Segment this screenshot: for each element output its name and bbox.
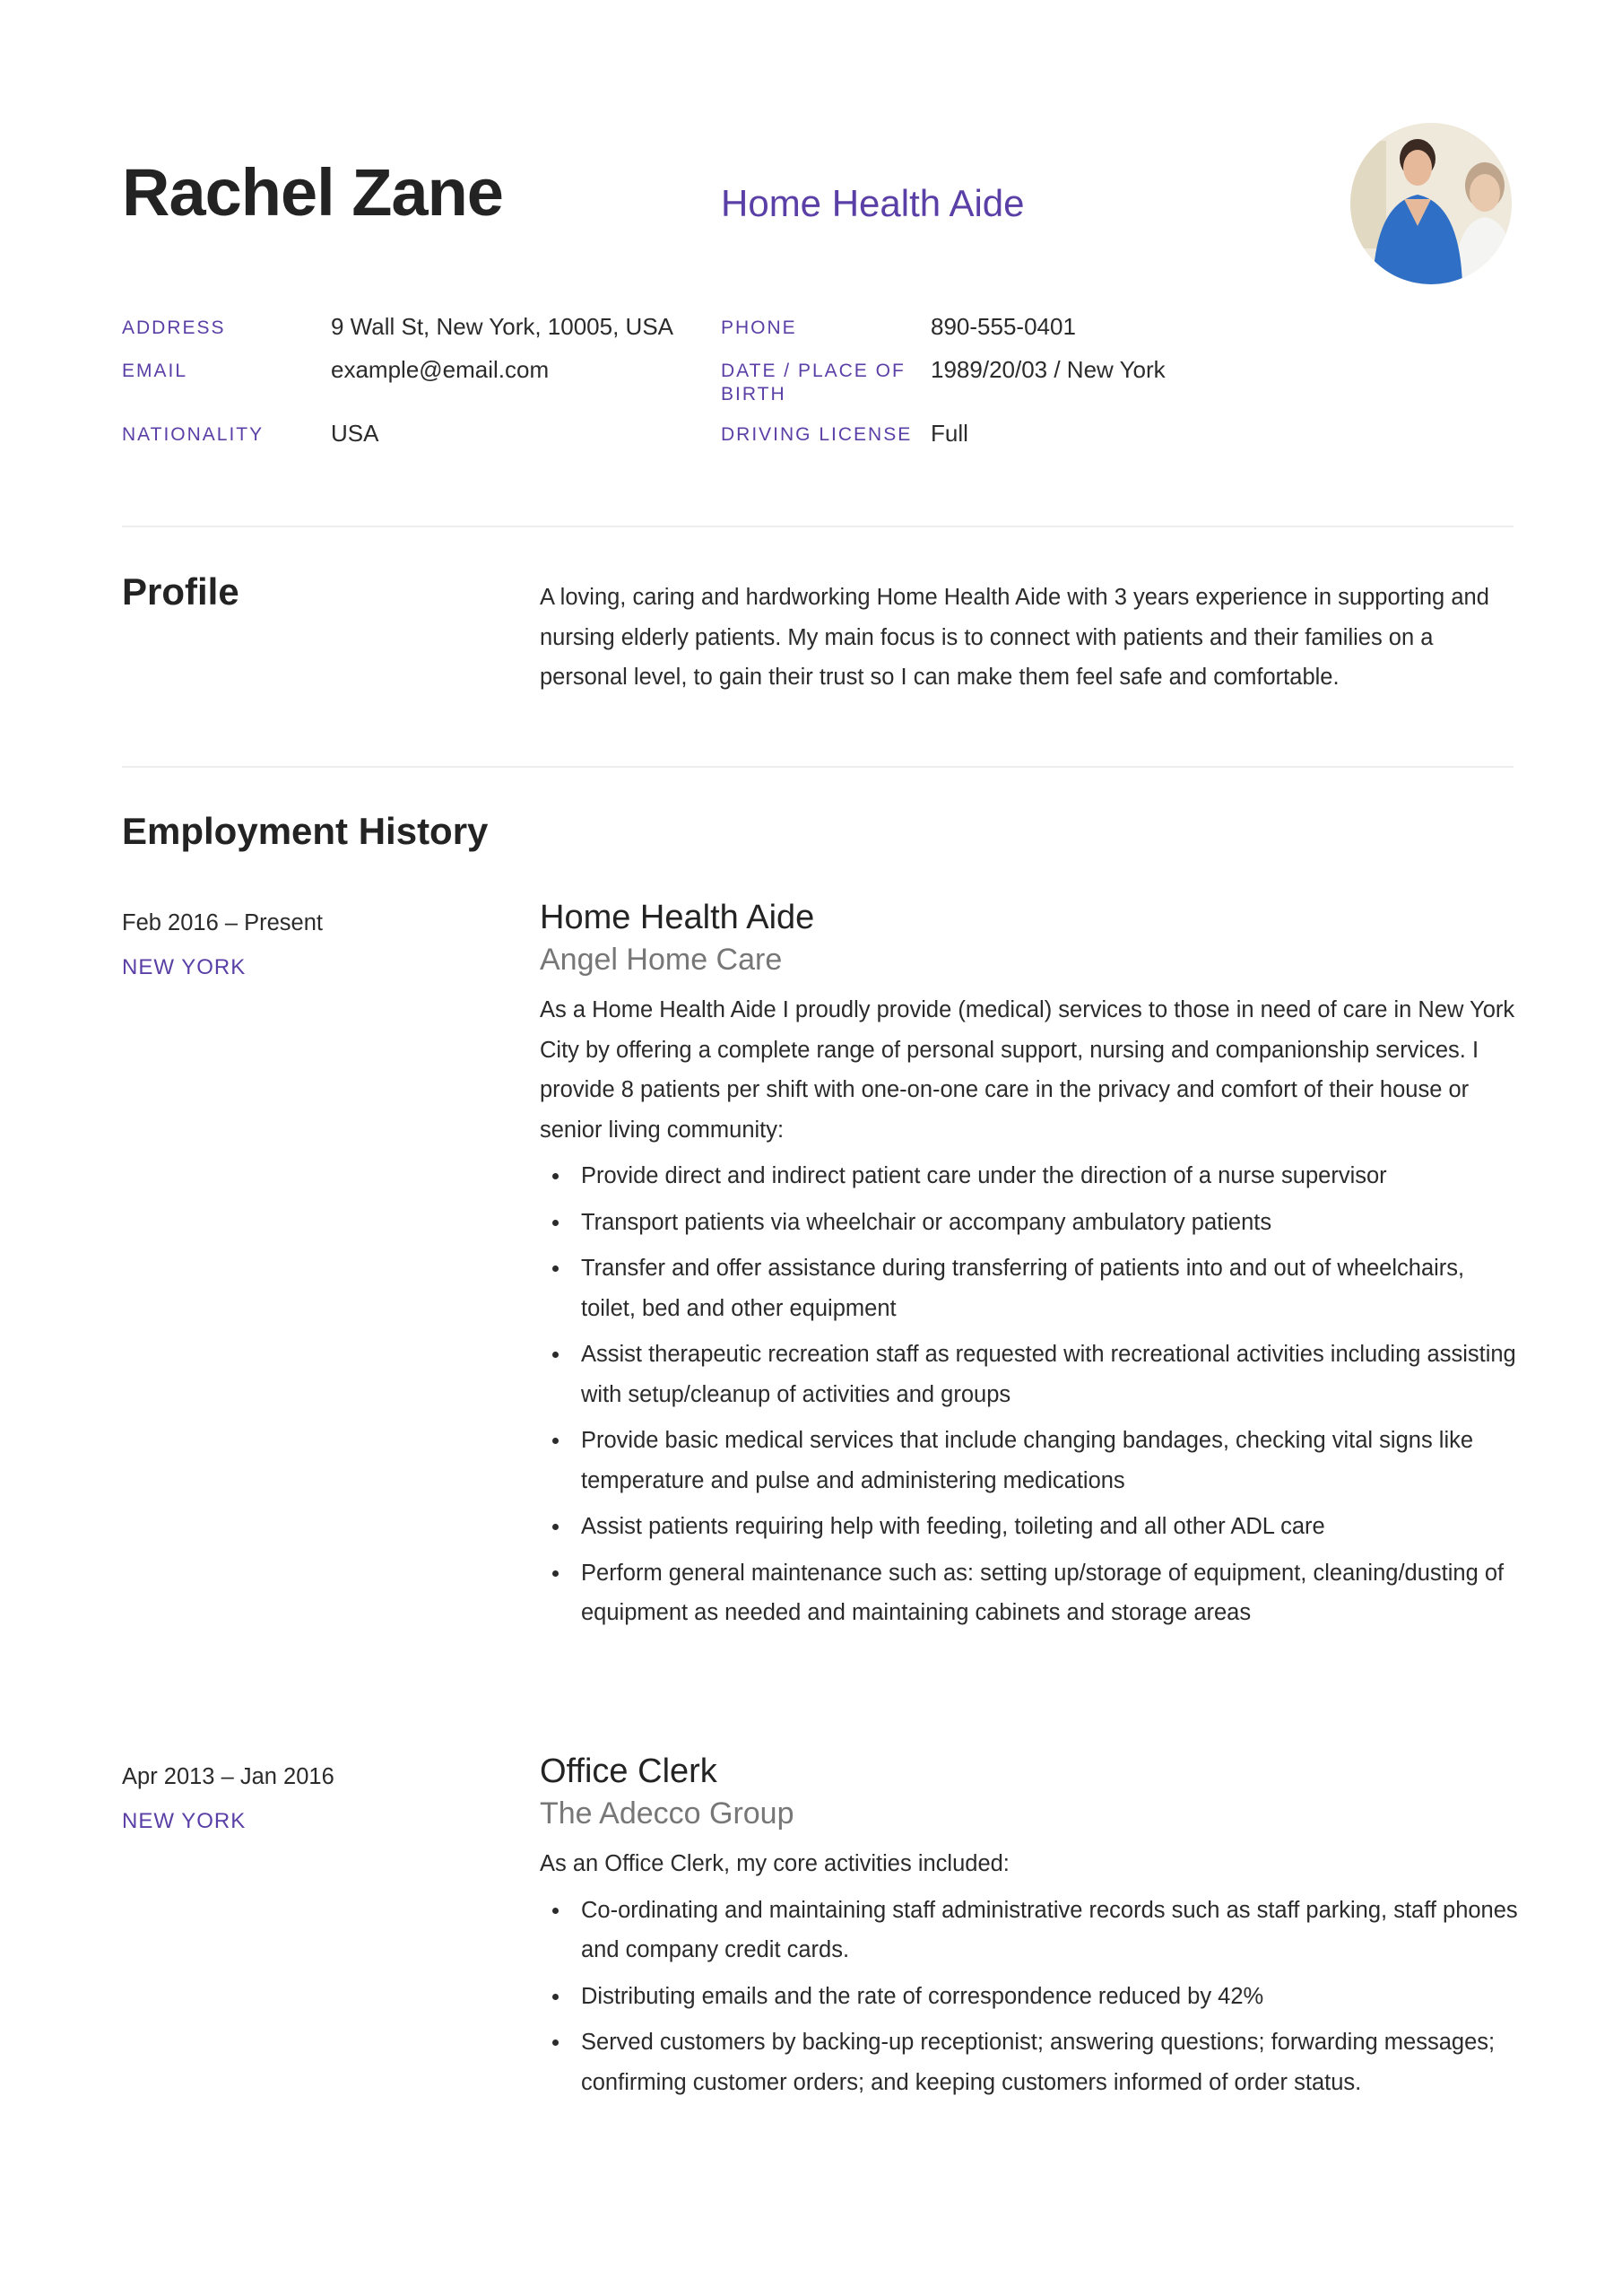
job-description: As an Office Clerk, my core activities included: — [540, 1851, 1010, 1876]
license-label: DRIVING LICENSE — [721, 424, 913, 445]
job-company: The Adecco Group — [540, 1796, 794, 1831]
job-description: As a Home Health Aide I proudly provide (medical) services to those in need of care in New York City by offering a complete range of personal support, nursing and companionship services. I provide 8 patients per shift with one-on-one care in the privacy and comfort of their house or senior living community: — [540, 997, 1515, 1143]
job-city: NEW YORK — [122, 1809, 247, 1833]
address-value: 9 Wall St, New York, 10005, USA — [331, 313, 674, 340]
job-entry — [540, 899, 1519, 1633]
bullet-item: Transport patients via wheelchair or accompany ambulatory patients — [540, 1203, 1519, 1243]
address-label: ADDRESS — [122, 317, 226, 338]
job-city: NEW YORK — [122, 955, 247, 979]
bullet-item: Served customers by backing-up receptionist; answering questions; forwarding messages; confirming customer orders; and keeping customers informed of order status. — [540, 2022, 1519, 2102]
job-company: Angel Home Care — [540, 943, 783, 977]
bullet-item: Assist patients requiring help with feeding, toileting and all other ADL care — [540, 1507, 1519, 1547]
employment-heading: Employment History — [122, 810, 489, 852]
profile-text: A loving, caring and hardworking Home Health Aide with 3 years experience in supporting and nursing elderly patients. My main focus is to connect with patients and their families on a personal level, to gain their trust so I can make them feel safe and comfortable. — [540, 585, 1489, 690]
email-label: EMAIL — [122, 361, 188, 381]
divider — [122, 766, 1514, 768]
divider — [122, 526, 1514, 527]
bullet-item: Perform general maintenance such as: setting up/storage of equipment, cleaning/dusting of equipment as needed and maintaining cabinets and storage areas — [540, 1553, 1519, 1633]
bullet-item: Provide direct and indirect patient care under the direction of a nurse supervisor — [540, 1156, 1519, 1196]
candidate-name: Rachel Zane — [122, 155, 503, 230]
job-entry — [540, 1752, 1519, 2102]
job-title: Home Health Aide — [540, 899, 815, 936]
bullet-item: Distributing emails and the rate of correspondence reduced by 42% — [540, 1977, 1519, 2017]
nationality-value: USA — [331, 420, 379, 447]
profile-heading: Profile — [122, 570, 239, 613]
candidate-title: Home Health Aide — [721, 182, 1025, 224]
phone-label: PHONE — [721, 317, 797, 338]
bullet-item: Transfer and offer assistance during transferring of patients into and out of wheelchairs, toilet, bed and other equipment — [540, 1248, 1519, 1328]
job-bullets — [540, 1156, 1519, 1633]
birth-value: 1989/20/03 / New York — [931, 356, 1166, 383]
nationality-label: NATIONALITY — [122, 424, 265, 445]
bullet-item: Assist therapeutic recreation staff as requested with recreational activities including assisting with setup/cleanup of activities and groups — [540, 1335, 1519, 1414]
profile-photo — [1350, 123, 1512, 284]
email-value: example@email.com — [331, 356, 550, 383]
bullet-item: Provide basic medical services that include changing bandages, checking vital signs like temperature and pulse and administering medications — [540, 1421, 1519, 1500]
birth-label: DATE / PLACE OF BIRTH — [721, 361, 906, 404]
job-dates: Feb 2016 – Present — [122, 910, 323, 935]
phone-value: 890-555-0401 — [931, 313, 1076, 340]
bullet-item: Co-ordinating and maintaining staff administrative records such as staff parking, staff phones and company credit cards. — [540, 1891, 1519, 1970]
job-dates: Apr 2013 – Jan 2016 — [122, 1764, 334, 1789]
license-value: Full — [931, 420, 968, 447]
job-bullets — [540, 1891, 1519, 2103]
job-title: Office Clerk — [540, 1752, 717, 1790]
